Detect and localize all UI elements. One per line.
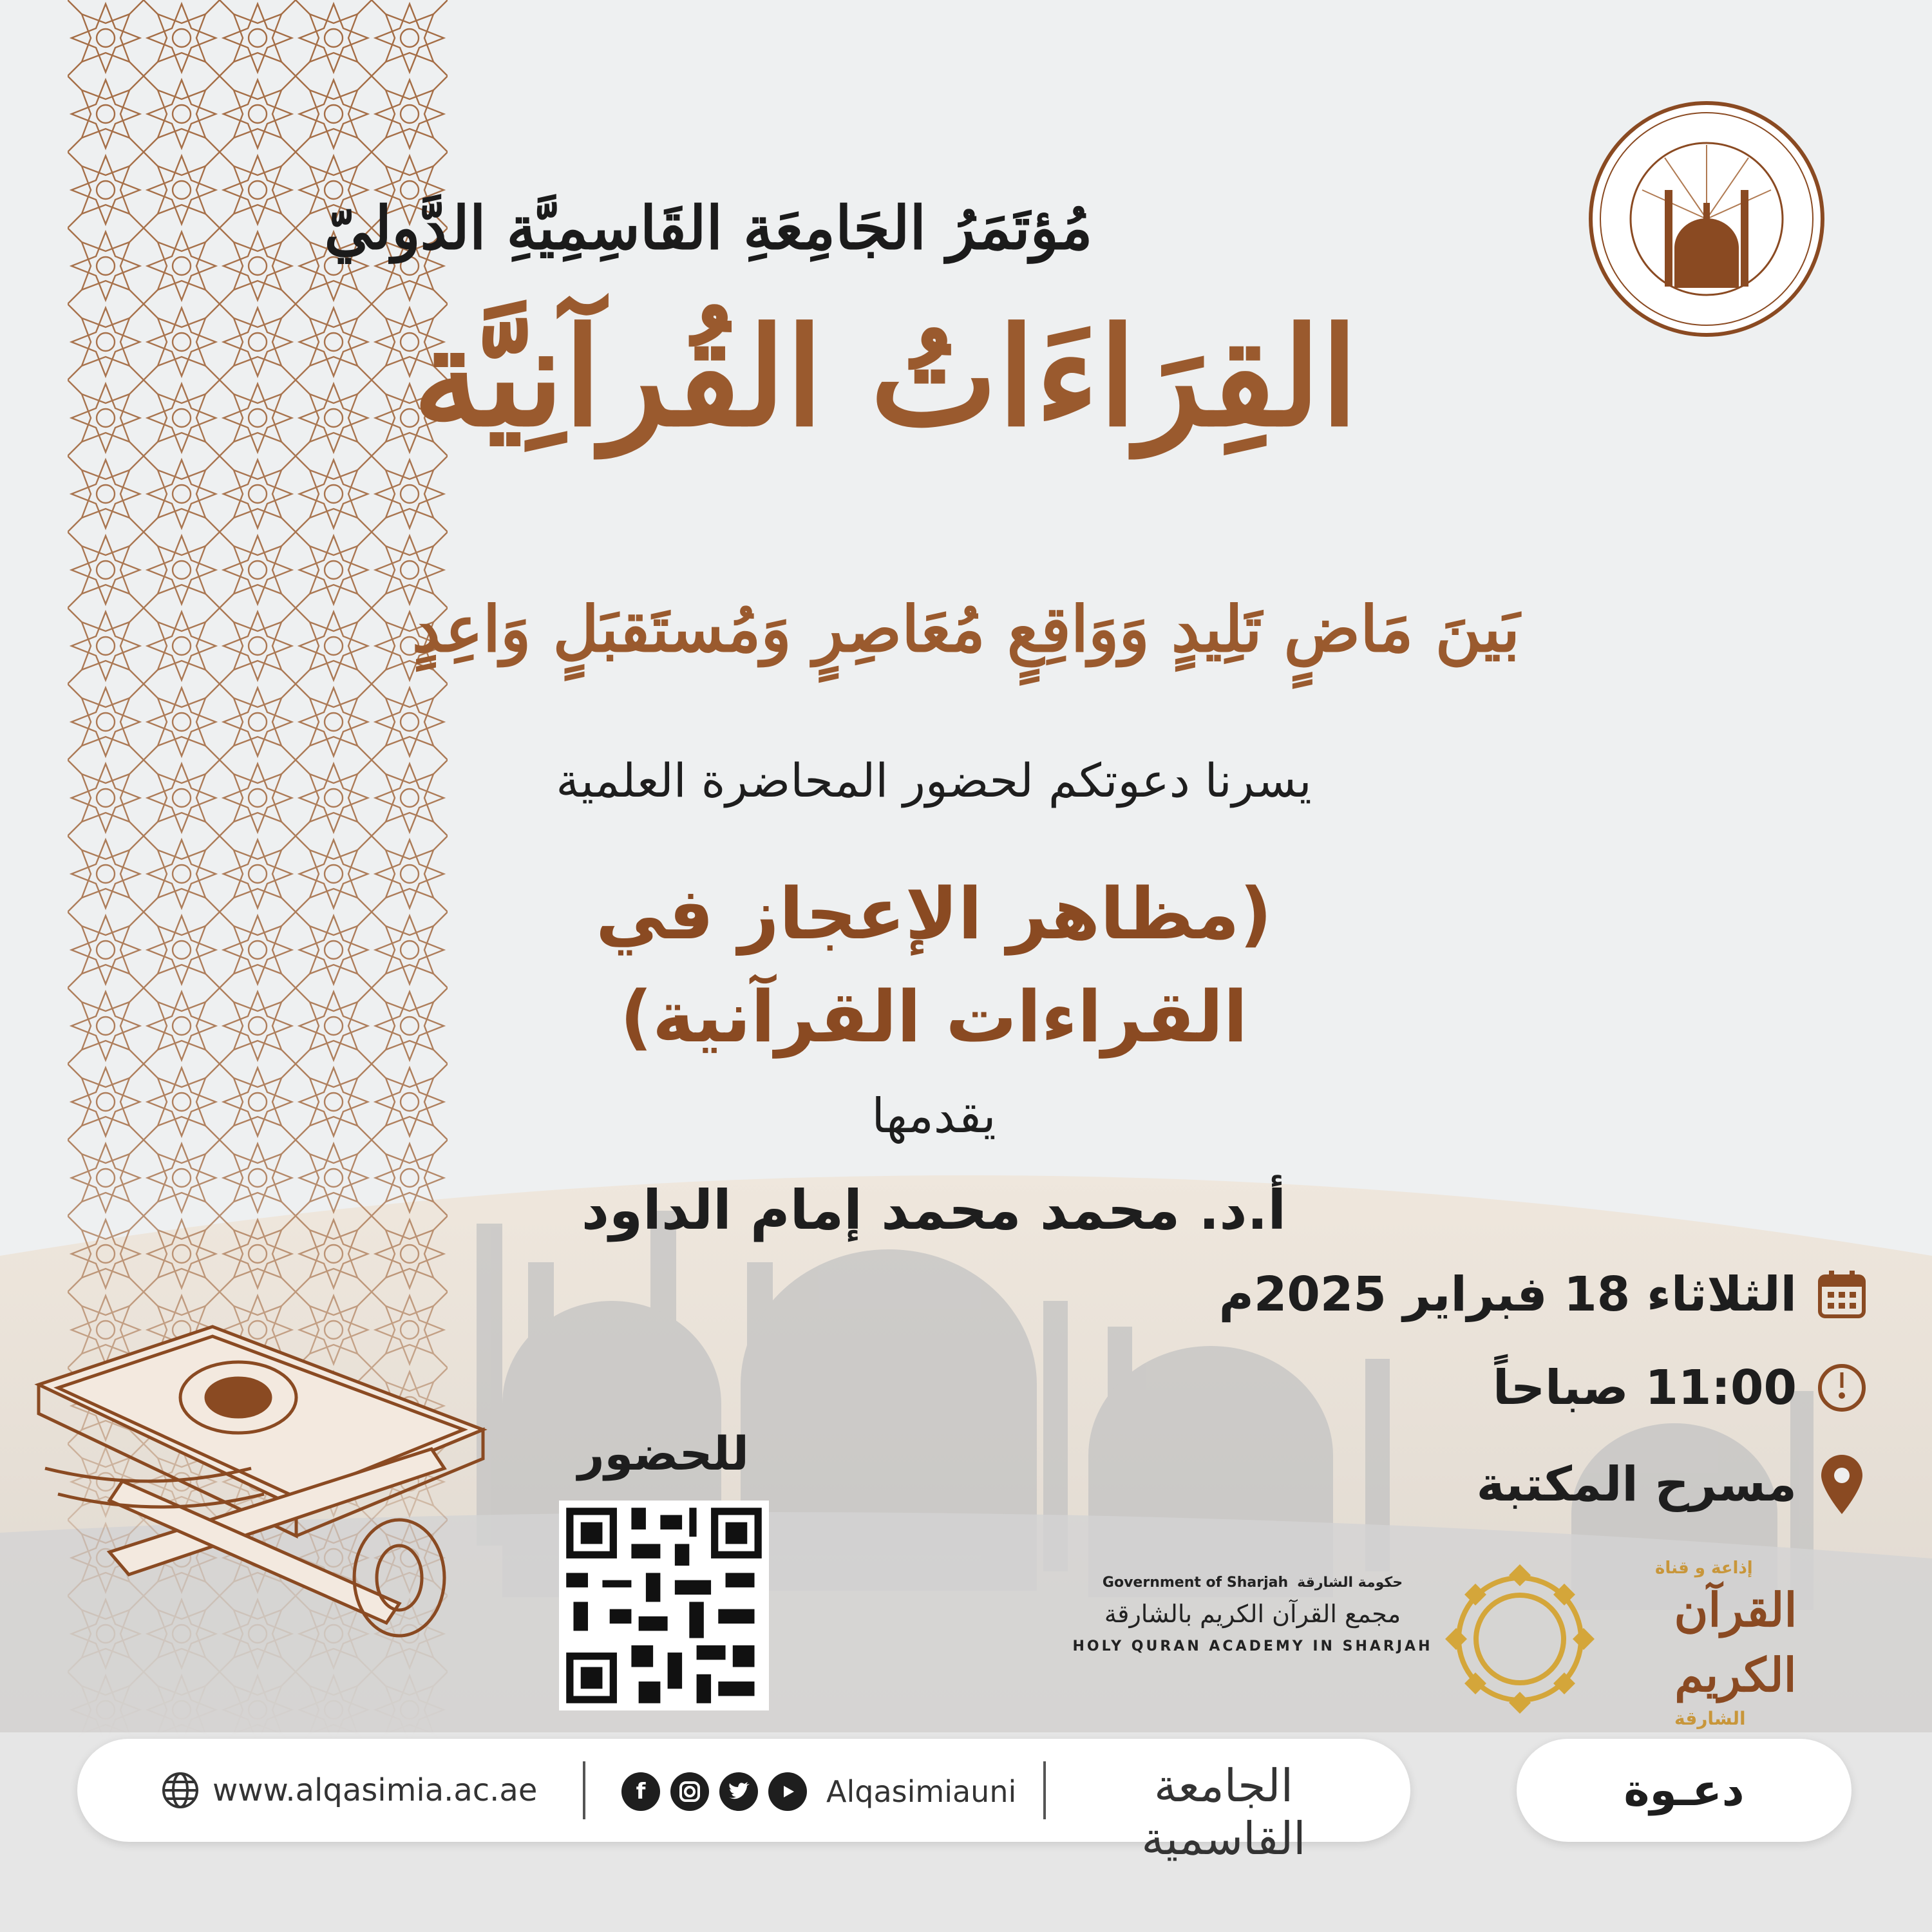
footer-university-wordmark: الجامعة القاسمية	[1141, 1759, 1306, 1865]
footer-social	[621, 1772, 1016, 1811]
invite-badge	[1517, 1739, 1852, 1842]
globe-icon	[161, 1771, 200, 1810]
lecture-title-line-1: (مظاهر الإعجاز في	[595, 873, 1273, 955]
website-url: www.alqasimia.ac.ae	[213, 1772, 538, 1808]
university-seal-logo	[1587, 100, 1826, 338]
twitter-icon[interactable]	[719, 1772, 758, 1811]
presenter-label: يقدمها	[871, 1088, 996, 1144]
quran-book-on-stand-illustration	[19, 1301, 522, 1674]
academy-gold-emblem-icon	[1439, 1558, 1600, 1719]
footer-divider	[583, 1761, 585, 1819]
conference-title: مُؤتَمَرُ الجَامِعَةِ القَاسِمِيَّةِ الدَّوليّ	[324, 193, 1093, 263]
lecture-title	[451, 863, 1417, 1068]
academy-name-ar: مجمع القرآن الكريم بالشارقة	[1104, 1600, 1401, 1628]
theme-subtitle: بَينَ مَاضٍ تَلِيدٍ وَوَاقِعٍ مُعَاصِرٍ وَمُستَقبَلٍ وَاعِدٍ	[412, 592, 1520, 667]
gov-label-ar: حكومة الشارقة	[1297, 1575, 1403, 1591]
footer-divider	[1043, 1761, 1046, 1819]
invitation-intro: يسرنا دعوتكم لحضور المحاضرة العلمية	[556, 753, 1312, 808]
gov-label-en: Government of Sharjah	[1102, 1575, 1289, 1591]
event-time-row	[1159, 1352, 1868, 1423]
radio-city: الشارقة	[1674, 1707, 1746, 1729]
lecture-title-line-2: القراءات القرآنية)	[620, 975, 1248, 1058]
invite-label: دعـوة	[1624, 1765, 1745, 1816]
academy-name-en: HOLY QURAN ACADEMY IN SHARJAH	[1072, 1638, 1433, 1654]
theme-title: القِرَاءَاتُ القُرآنِيَّة	[413, 298, 1358, 457]
event-time: 11:00 صباحاً	[1493, 1360, 1797, 1416]
registration-label: للحضور	[578, 1426, 749, 1481]
calendar-icon	[1816, 1269, 1868, 1320]
sharjah-quran-academy-logo	[1069, 1575, 1436, 1684]
event-location-row	[1159, 1449, 1868, 1520]
instagram-icon[interactable]	[670, 1772, 709, 1811]
event-location: مسرح المكتبة	[1476, 1457, 1797, 1512]
clock-icon	[1816, 1362, 1868, 1414]
facebook-icon[interactable]: f	[621, 1772, 660, 1811]
event-date-row	[1159, 1259, 1868, 1330]
registration-qr-code[interactable]	[559, 1501, 769, 1710]
presenter-name: أ.د. محمد محمد إمام الداود	[581, 1179, 1287, 1242]
youtube-icon[interactable]	[768, 1772, 807, 1811]
footer-website[interactable]	[161, 1768, 537, 1813]
radio-top-label: إذاعة و قناة	[1655, 1558, 1753, 1578]
event-date: الثلاثاء 18 فبراير 2025م	[1218, 1267, 1797, 1322]
social-handle: Alqasimiauni	[826, 1774, 1017, 1809]
radio-name: القرآن الكريم	[1674, 1582, 1797, 1702]
quran-radio-logo	[1629, 1558, 1842, 1729]
location-pin-icon	[1816, 1452, 1868, 1517]
